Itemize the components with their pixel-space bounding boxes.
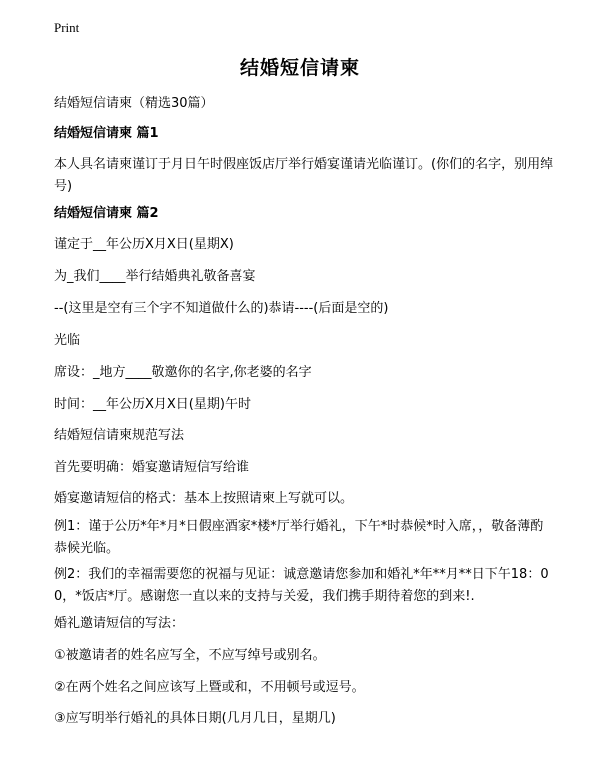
list-item: ③应写明举行婚礼的具体日期(几月几日，星期几) bbox=[54, 711, 336, 726]
paragraph: 谨定于__年公历X月X日(星期X) bbox=[54, 237, 234, 252]
paragraph: 首先要明确：婚宴邀请短信写给谁 bbox=[54, 460, 250, 475]
intro-line: 结婚短信请柬（精选30篇） bbox=[54, 96, 214, 111]
paragraph: 本人具名请柬谨订于月日午时假座饭店厅举行婚宴谨请光临谨订。(你们的名字，别用绰号) bbox=[54, 157, 554, 194]
paragraph: 光临 bbox=[54, 333, 81, 348]
paragraph: 时间：__年公历X月X日(星期)午时 bbox=[54, 397, 251, 412]
print-label: Print bbox=[54, 20, 80, 35]
section-heading-1: 结婚短信请柬 篇1 bbox=[54, 126, 159, 141]
paragraph: 结婚短信请柬规范写法 bbox=[54, 428, 185, 443]
paragraph: 例2：我们的幸福需要您的祝福与见证：诚意邀请您参加和婚礼*年**月**日下午18：00，*饭店*厅。感谢您一直以来的支持与关爱，我们携手期待着您的到来!. bbox=[54, 567, 549, 604]
section-heading-2: 结婚短信请柬 篇2 bbox=[54, 206, 159, 221]
list-item: ②在两个姓名之间应该写上暨或和，不用顿号或逗号。 bbox=[54, 680, 365, 695]
paragraph: 例1：谨于公历*年*月*日假座酒家*楼*厅举行婚礼，下午*时恭候*时入席，，敬备薄酌恭候光临。 bbox=[54, 519, 544, 556]
paragraph: 席设：_地方____敬邀你的名字,你老婆的名字 bbox=[54, 365, 312, 380]
paragraph: --(这里是空有三个字不知道做什么的)恭请----(后面是空的) bbox=[54, 301, 389, 316]
document-title: 结婚短信请柬 bbox=[239, 57, 360, 79]
list-item: ①被邀请者的姓名应写全，不应写绰号或别名。 bbox=[54, 648, 326, 663]
paragraph: 婚宴邀请短信的格式：基本上按照请柬上写就可以。 bbox=[54, 491, 354, 506]
paragraph: 为_我们____举行结婚典礼敬备喜宴 bbox=[54, 269, 256, 284]
paragraph: 婚礼邀请短信的写法： bbox=[54, 616, 185, 631]
